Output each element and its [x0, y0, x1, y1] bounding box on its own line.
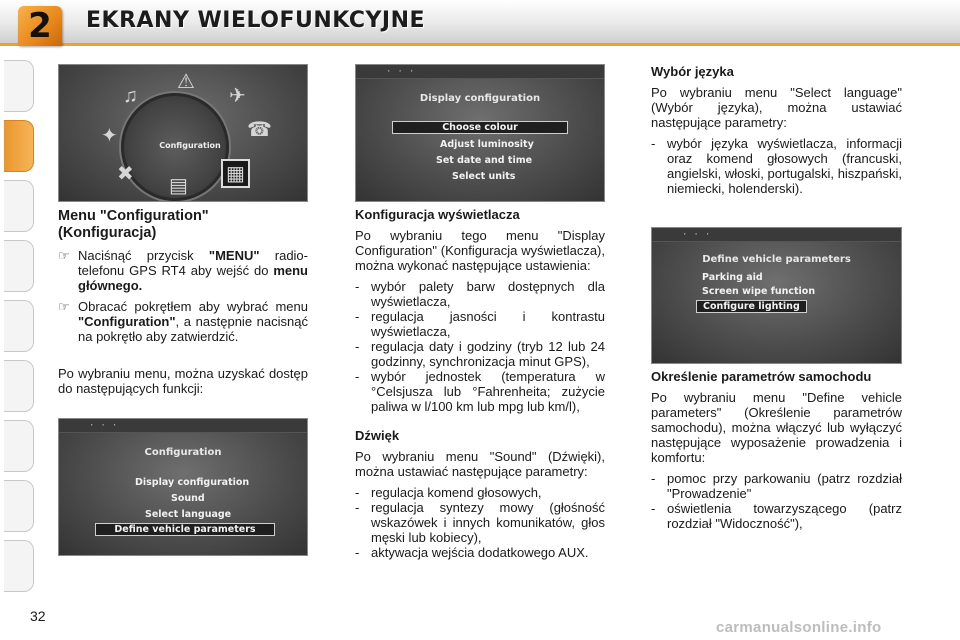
list-item	[58, 299, 308, 344]
screen-menu-title: Define vehicle parameters	[702, 254, 851, 265]
configuration-wheel-image	[58, 64, 308, 202]
paragraph: Po wybraniu menu "Sound" (Dźwięki), można ustawiać następujące parametry:	[355, 449, 605, 479]
paragraph: Po wybraniu menu "Select language" (Wybór języka), można ustawiać następujące parametry:	[651, 85, 902, 130]
step-text: Naciśnąć przycisk	[78, 248, 209, 263]
pointing-finger-icon: ☞	[58, 248, 70, 263]
list-item: - aktywacja wejścia dodatkowego AUX.	[355, 545, 589, 560]
configuration-menu-screen-image	[58, 418, 308, 556]
section-heading: Menu "Configuration" (Konfiguracja)	[58, 208, 209, 241]
grid-icon: ▦	[221, 159, 250, 188]
menu-item: Screen wipe function	[702, 286, 816, 297]
chapter-tab[interactable]	[4, 240, 34, 292]
step-keyword: "MENU"	[208, 248, 260, 263]
menu-item: Sound	[171, 493, 205, 504]
menu-item: Parking aid	[702, 272, 763, 283]
step-text: radio-telefonu GPS RT4 aby wejść do	[78, 248, 308, 278]
warning-triangle-icon: ⚠	[177, 71, 195, 93]
screen-status-bar: ···	[59, 419, 307, 433]
car-icon: ✈	[229, 85, 246, 107]
chapter-tab[interactable]	[4, 180, 34, 232]
navigation-icon: ✦	[101, 125, 118, 147]
display-icon: ▤	[169, 175, 188, 197]
screen-menu-title: Configuration	[144, 447, 222, 458]
chapter-tab-active[interactable]	[4, 120, 34, 172]
chapter-tab[interactable]	[4, 480, 34, 532]
section-heading: Określenie parametrów samochodu	[651, 369, 872, 384]
settings-list	[651, 471, 902, 531]
list-item: - regulacja syntezy mowy (głośność wskazówek i innych komunikatów, głos męski lub kobiecy),	[355, 500, 605, 545]
list-item: - regulacja jasności i kontrastu wyświetlacza,	[355, 309, 605, 339]
column-3-top	[651, 64, 902, 196]
chapter-tab[interactable]	[4, 420, 34, 472]
menu-item-selected: Configure lighting	[696, 300, 807, 313]
list-item: - regulacja komend głosowych,	[355, 485, 542, 500]
menu-item: Display configuration	[135, 477, 250, 488]
list-item: - wybór palety barw dostępnych dla wyświetlacza,	[355, 279, 605, 309]
step-keyword: menu głównego.	[78, 263, 308, 293]
paragraph: Po wybraniu tego menu "Display Configuration" (Konfiguracja wyświetlacza), można wykonać następujące ustawienia:	[355, 228, 605, 273]
phone-icon: ☎	[247, 119, 272, 141]
wheel-center-label: Configuration	[159, 141, 221, 150]
section-heading: Konfiguracja wyświetlacza	[355, 207, 520, 222]
settings-list	[355, 279, 605, 414]
menu-item: Select language	[145, 509, 232, 520]
list-item: - pomoc przy parkowaniu (patrz rozdział "Prowadzenie"	[651, 471, 902, 501]
list-item: - wybór jednostek (temperatura w °Celsjusza lub °Fahrenheita; zużycie paliwa w l/100 km lub mpg lub km/l),	[355, 369, 605, 414]
chapter-tab[interactable]	[4, 540, 34, 592]
menu-item: Select units	[452, 171, 516, 182]
page-number: 32	[30, 608, 46, 624]
section-heading: Dźwięk	[355, 428, 400, 443]
tools-icon: ✖	[117, 163, 134, 185]
screen-status-bar: ···	[356, 65, 604, 79]
chapter-tab-strip	[0, 60, 34, 580]
chapter-tab[interactable]	[4, 360, 34, 412]
screen-status-bar: ···	[652, 228, 901, 242]
list-item: - regulacja daty i godziny (tryb 12 lub 24 godzinny, synchronizacja minut GPS),	[355, 339, 605, 369]
menu-item: Set date and time	[436, 155, 533, 166]
menu-item: Adjust luminosity	[440, 139, 534, 150]
step-keyword: "Configuration"	[78, 314, 176, 329]
pointing-finger-icon: ☞	[58, 299, 70, 314]
radio-icon: ♫	[123, 85, 138, 107]
paragraph: Po wybraniu menu, można uzyskać dostęp do następujących funkcji:	[58, 366, 308, 396]
settings-list	[355, 485, 605, 560]
column-1	[58, 208, 308, 396]
list-item: - oświetlenia towarzyszącego (patrz rozdział "Widoczność"),	[651, 501, 902, 531]
screen-menu-title: Display configuration	[419, 93, 541, 104]
paragraph: Po wybraniu menu "Define vehicle parameters" (Określenie parametrów samochodu), można włączyć lub wyłączyć następujące wyposażenie prowadzenia i komfortu:	[651, 390, 902, 465]
chapter-tab[interactable]	[4, 60, 34, 112]
chapter-tab[interactable]	[4, 300, 34, 352]
column-3-bottom	[651, 369, 902, 531]
list-item: - wybór języka wyświetlacza, informacji oraz komend głosowych (francuski, angielski, włoski, portugalski, hiszpański, niemiecki, holenderski).	[651, 136, 902, 196]
list-item	[58, 248, 308, 293]
menu-item-selected: Choose colour	[392, 121, 568, 134]
column-2	[355, 207, 605, 560]
step-text: , a następnie nacisnąć na pokrętło aby zatwierdzić.	[78, 314, 308, 344]
menu-item-selected: Define vehicle parameters	[95, 523, 275, 536]
settings-list	[651, 136, 902, 196]
instruction-list	[58, 248, 308, 344]
step-text: Obracać pokrętłem aby wybrać menu	[78, 299, 308, 314]
chapter-number-badge: 2	[18, 6, 62, 46]
vehicle-parameters-screen-image	[651, 227, 902, 364]
section-heading: Wybór języka	[651, 64, 734, 79]
watermark: carmanualsonline.info	[716, 619, 882, 636]
page-title: EKRANY WIELOFUNKCYJNE	[86, 8, 426, 33]
display-configuration-screen-image	[355, 64, 605, 202]
